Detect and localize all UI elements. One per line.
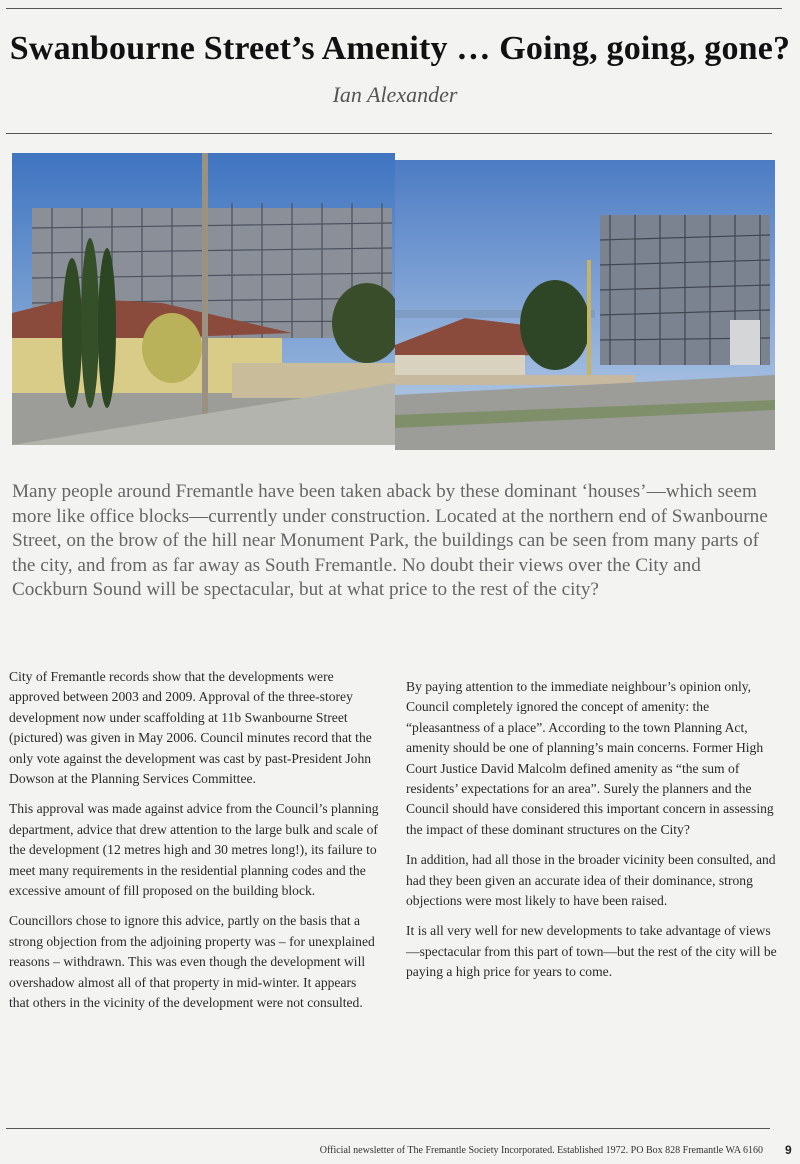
construction-photo-right [395,160,775,450]
article-column-left [9,667,379,1024]
footer-text: Official newsletter of The Fremantle Society Incorporated. Established 1972. PO Box 828 Fremantle WA 6160 [319,1145,763,1156]
construction-photo-left [12,153,395,445]
footer-rule [6,1128,770,1129]
header-rule [6,133,772,134]
left-paragraph-1: City of Fremantle records show that the developments were approved between 2003 and 2009. Approval of the three-storey development now under scaffolding at 11b Swanbourne Street (pictured) was given in May 2006. Council minutes record that the only vote against the development was cast by past-President John Dowson at the Planning Services Committee. [9,669,372,787]
article-byline: Ian Alexander [332,82,458,107]
article-column-right [406,677,778,993]
left-paragraph-2: This approval was made against advice from the Council’s planning department, advice that drew attention to the large bulk and scale of the development (12 metres high and 30 metres long!), its failure to meet many requirements in the residential planning codes and the excessive amount of fill proposed on the building block. [9,801,379,899]
top-rule [6,8,782,9]
page-number: 9 [785,1143,792,1157]
right-paragraph-2: In addition, had all those in the broader vicinity been consulted, and had they been given an accurate idea of their dominance, strong objections were most likely to have been raised. [406,852,776,909]
construction-photo-right-image [395,160,775,450]
right-paragraph-3: It is all very well for new developments to take advantage of views—spectacular from this part of town—but the rest of the city will be paying a high price for years to come. [406,923,777,980]
article-lede: Many people around Fremantle have been taken aback by these dominant ‘houses’—which seem more like office blocks—currently under construction. Located at the northern end of Swanbourne Street, on the brow of the hill near Monument Park, the buildings can be seen from many parts of the city, and from as far away as South Fremantle. No doubt their views over the City and Cockburn Sound will be spectacular, but at what price to the rest of the city? [12,481,768,601]
article-headline: Swanbourne Street’s Amenity … Going, going, gone? [9,30,791,67]
construction-photo-left-image [12,153,395,445]
left-paragraph-3: Councillors chose to ignore this advice, partly on the basis that a strong objection from the adjoining property was – for unexplained reasons – withdrawn. This was even though the development will overshadow almost all of that property in mid-winter. It appears that others in the vicinity of the development were not consulted. [9,913,375,1011]
right-paragraph-1: By paying attention to the immediate neighbour’s opinion only, Council completely ignored the concept of amenity: the “pleasantness of a place”. According to the town Planning Act, amenity should be one of planning’s main concerns. Former High Court Justice David Malcolm defined amenity as “the sum of residents’ expectations for an area”. Surely the planners and the Council should have considered this important concern in assessing the impact of these dominant structures on the City? [406,679,774,837]
